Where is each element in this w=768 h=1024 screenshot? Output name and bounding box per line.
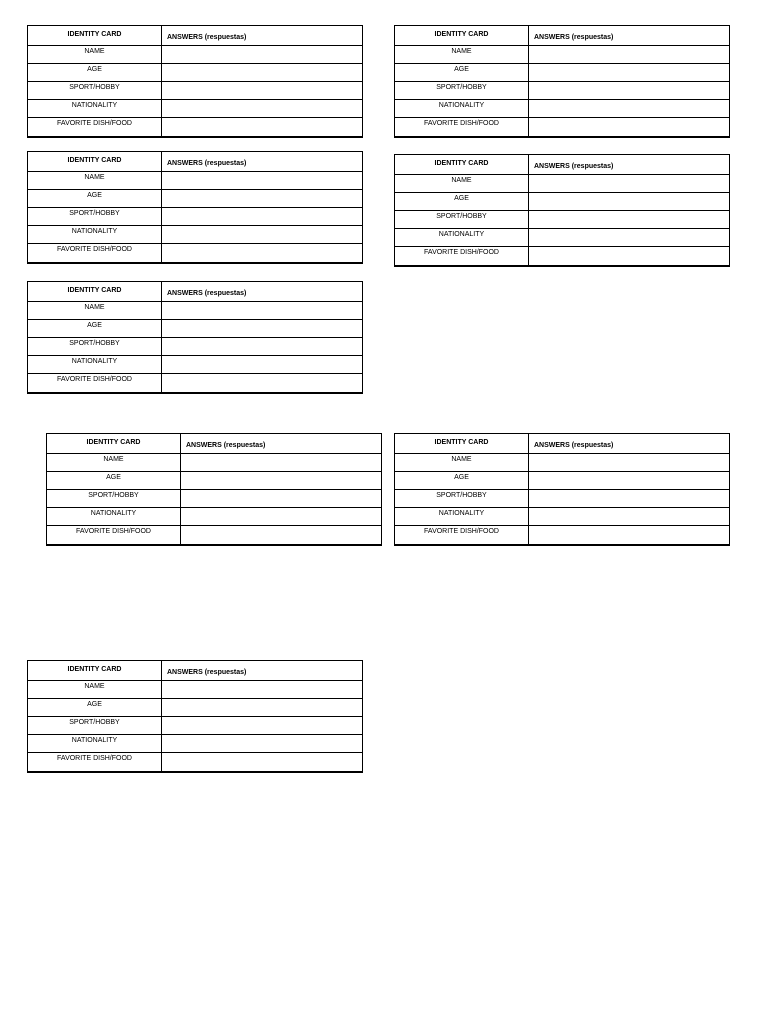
answers-header: ANSWERS (respuestas) [162,282,362,302]
answer-age-field[interactable] [162,64,362,82]
identity-card-7 [394,433,730,546]
row-label-nationality: NATIONALITY [28,356,162,374]
row-label-sport-hobby: SPORT/HOBBY [28,338,162,356]
answer-age-field[interactable] [529,472,729,490]
answer-favorite-food-field[interactable] [162,118,362,136]
identity-card-title: IDENTITY CARD [28,282,162,302]
answer-favorite-food-field[interactable] [529,247,729,265]
identity-card-title: IDENTITY CARD [395,26,529,46]
answer-sport-hobby-field[interactable] [162,717,362,735]
answer-sport-hobby-field[interactable] [162,208,362,226]
row-label-age: AGE [395,64,529,82]
answer-sport-hobby-field[interactable] [529,211,729,229]
row-label-age: AGE [28,190,162,208]
answer-name-field[interactable] [162,46,362,64]
answer-nationality-field[interactable] [162,100,362,118]
identity-card-5 [27,281,363,394]
row-label-favorite-food: FAVORITE DISH/FOOD [28,753,162,771]
row-label-favorite-food: FAVORITE DISH/FOOD [47,526,181,544]
row-label-favorite-food: FAVORITE DISH/FOOD [28,118,162,136]
row-label-nationality: NATIONALITY [28,226,162,244]
identity-card-2 [394,25,730,138]
answer-favorite-food-field[interactable] [162,753,362,771]
row-label-name: NAME [395,454,529,472]
row-label-nationality: NATIONALITY [28,735,162,753]
answers-header: ANSWERS (respuestas) [529,155,729,175]
answer-sport-hobby-field[interactable] [162,82,362,100]
row-label-nationality: NATIONALITY [47,508,181,526]
identity-card-8 [27,660,363,773]
answer-sport-hobby-field[interactable] [181,490,381,508]
identity-card-title: IDENTITY CARD [395,434,529,454]
identity-card-title: IDENTITY CARD [28,661,162,681]
row-label-name: NAME [47,454,181,472]
answers-header: ANSWERS (respuestas) [529,434,729,454]
answers-header: ANSWERS (respuestas) [181,434,381,454]
identity-card-3 [27,151,363,264]
identity-card-4 [394,154,730,267]
answer-age-field[interactable] [162,190,362,208]
row-label-nationality: NATIONALITY [395,100,529,118]
row-label-age: AGE [28,64,162,82]
answer-age-field[interactable] [529,193,729,211]
row-label-age: AGE [395,193,529,211]
row-label-sport-hobby: SPORT/HOBBY [47,490,181,508]
row-label-favorite-food: FAVORITE DISH/FOOD [395,247,529,265]
row-label-age: AGE [28,320,162,338]
identity-card-1 [27,25,363,138]
answer-favorite-food-field[interactable] [529,526,729,544]
answer-age-field[interactable] [162,699,362,717]
answer-favorite-food-field[interactable] [529,118,729,136]
answer-sport-hobby-field[interactable] [529,82,729,100]
answer-name-field[interactable] [162,172,362,190]
answer-sport-hobby-field[interactable] [162,338,362,356]
answers-header: ANSWERS (respuestas) [162,661,362,681]
identity-card-title: IDENTITY CARD [47,434,181,454]
answers-header: ANSWERS (respuestas) [162,152,362,172]
row-label-nationality: NATIONALITY [395,229,529,247]
row-label-sport-hobby: SPORT/HOBBY [28,82,162,100]
row-label-name: NAME [28,681,162,699]
answer-nationality-field[interactable] [162,356,362,374]
answer-nationality-field[interactable] [529,229,729,247]
answer-name-field[interactable] [162,302,362,320]
answer-age-field[interactable] [181,472,381,490]
row-label-name: NAME [28,46,162,64]
answer-favorite-food-field[interactable] [162,244,362,262]
row-label-favorite-food: FAVORITE DISH/FOOD [28,244,162,262]
answer-sport-hobby-field[interactable] [529,490,729,508]
answer-nationality-field[interactable] [162,226,362,244]
row-label-sport-hobby: SPORT/HOBBY [395,490,529,508]
row-label-favorite-food: FAVORITE DISH/FOOD [395,526,529,544]
row-label-name: NAME [28,302,162,320]
answers-header: ANSWERS (respuestas) [529,26,729,46]
identity-card-title: IDENTITY CARD [28,152,162,172]
row-label-favorite-food: FAVORITE DISH/FOOD [28,374,162,392]
identity-card-6 [46,433,382,546]
row-label-age: AGE [395,472,529,490]
answer-nationality-field[interactable] [162,735,362,753]
answer-nationality-field[interactable] [529,508,729,526]
row-label-name: NAME [395,175,529,193]
answer-name-field[interactable] [529,454,729,472]
answer-nationality-field[interactable] [529,100,729,118]
row-label-sport-hobby: SPORT/HOBBY [395,82,529,100]
row-label-favorite-food: FAVORITE DISH/FOOD [395,118,529,136]
answer-age-field[interactable] [162,320,362,338]
row-label-age: AGE [47,472,181,490]
answer-age-field[interactable] [529,64,729,82]
row-label-nationality: NATIONALITY [395,508,529,526]
answer-name-field[interactable] [181,454,381,472]
answer-favorite-food-field[interactable] [162,374,362,392]
identity-card-title: IDENTITY CARD [395,155,529,175]
row-label-name: NAME [395,46,529,64]
row-label-age: AGE [28,699,162,717]
answer-name-field[interactable] [529,46,729,64]
row-label-sport-hobby: SPORT/HOBBY [395,211,529,229]
row-label-name: NAME [28,172,162,190]
answers-header: ANSWERS (respuestas) [162,26,362,46]
row-label-sport-hobby: SPORT/HOBBY [28,717,162,735]
answer-name-field[interactable] [529,175,729,193]
row-label-sport-hobby: SPORT/HOBBY [28,208,162,226]
identity-card-title: IDENTITY CARD [28,26,162,46]
answer-name-field[interactable] [162,681,362,699]
answer-nationality-field[interactable] [181,508,381,526]
answer-favorite-food-field[interactable] [181,526,381,544]
row-label-nationality: NATIONALITY [28,100,162,118]
